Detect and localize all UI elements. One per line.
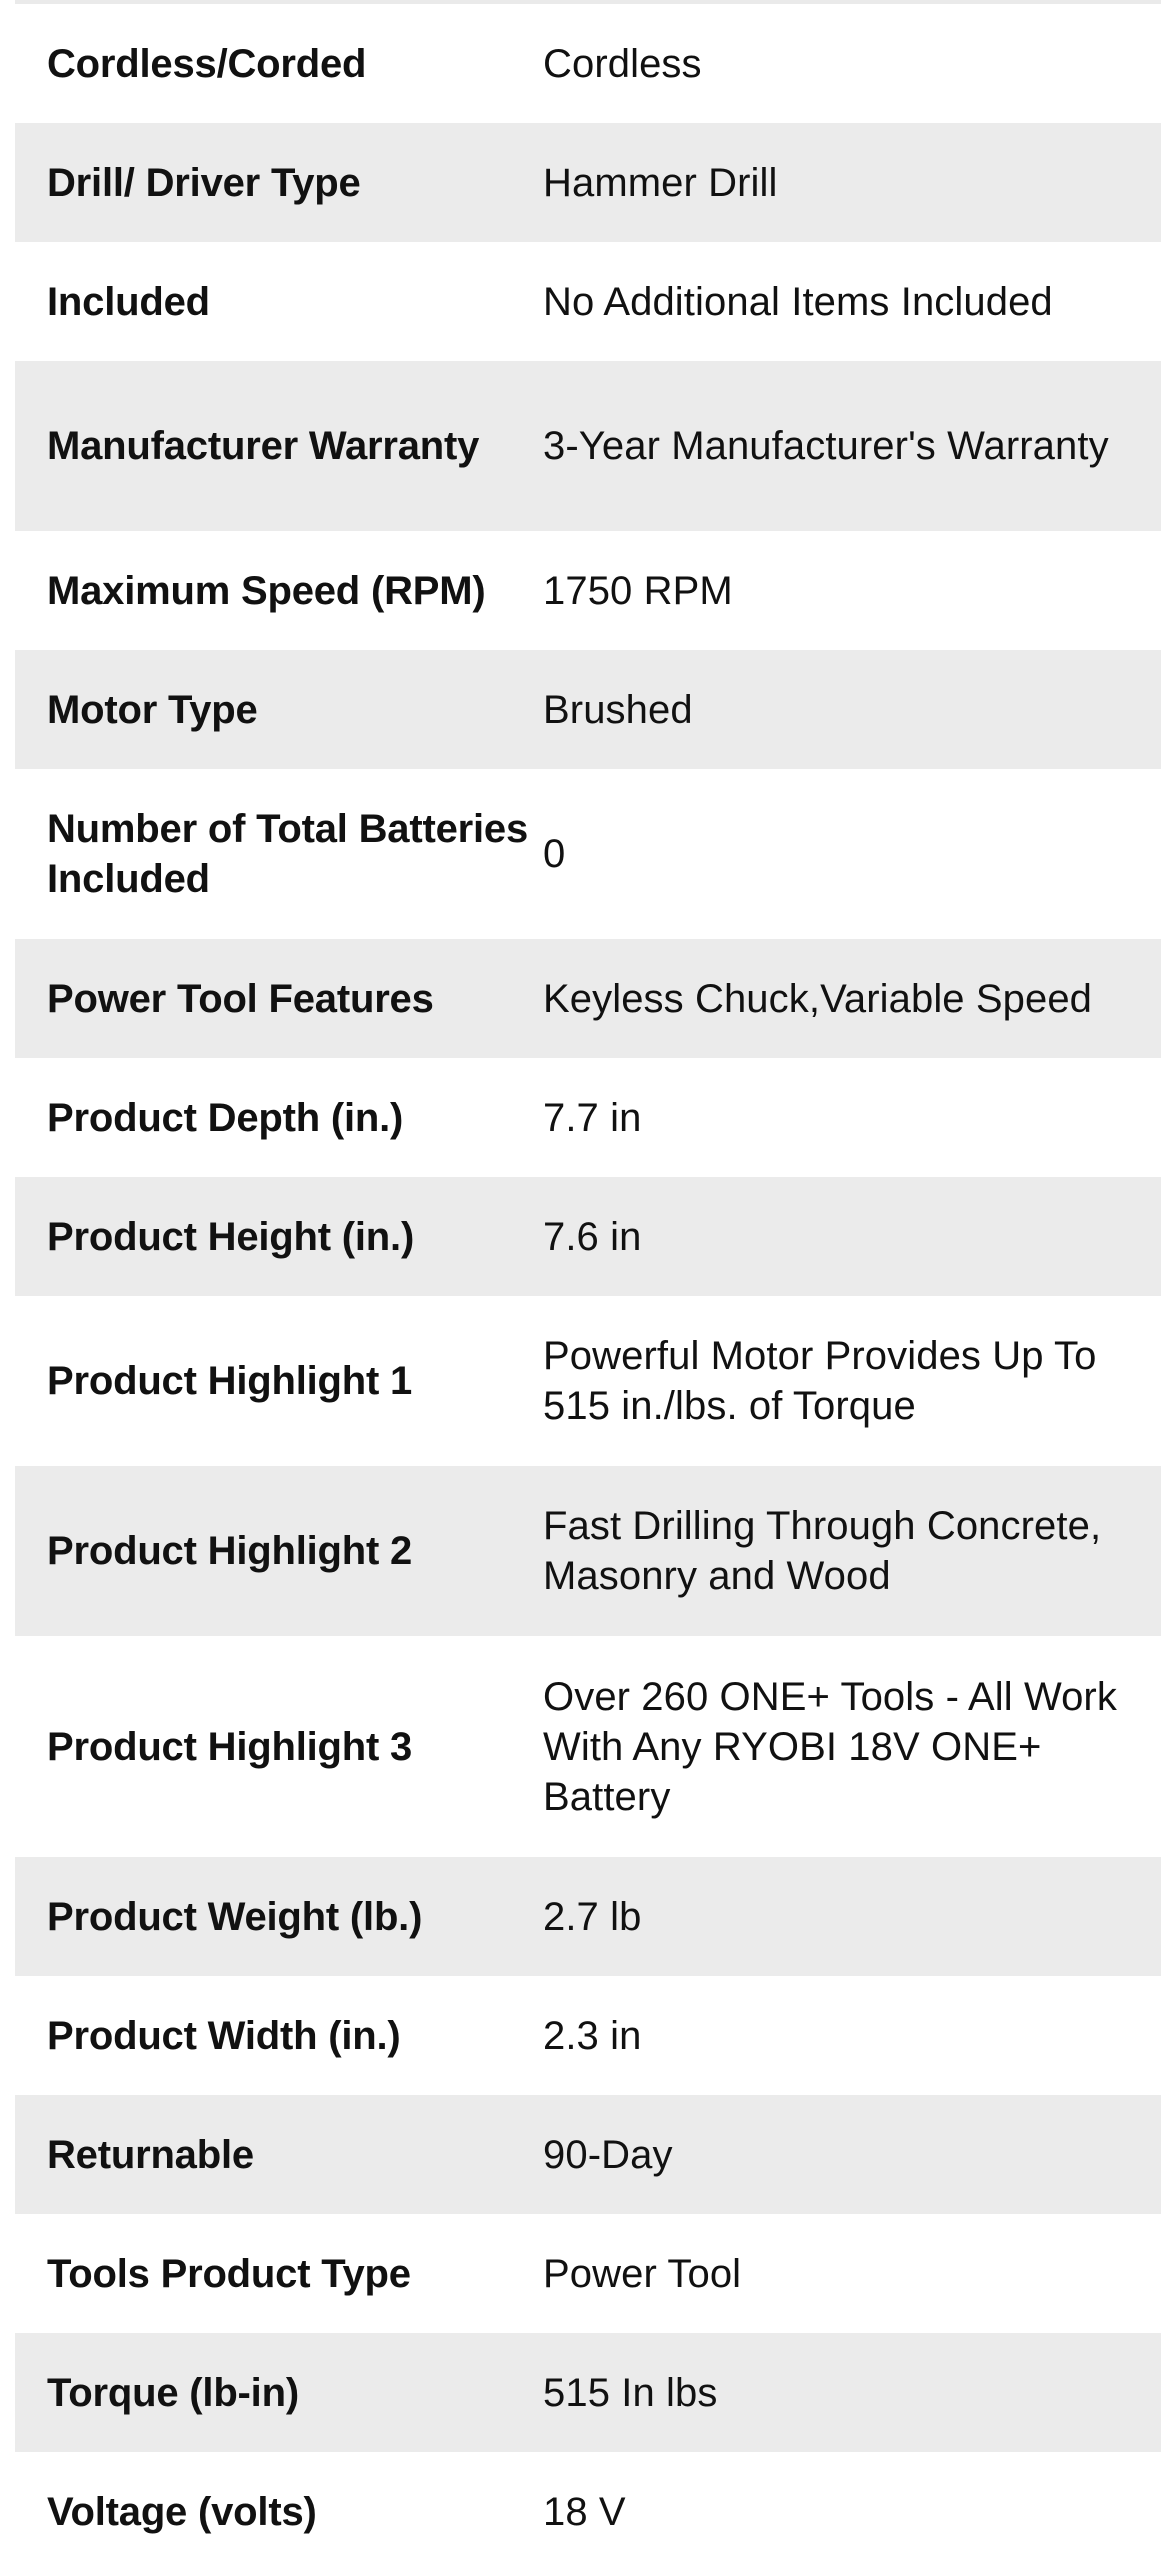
spec-row-product-highlight-3 [15, 1636, 1161, 1857]
spec-value: 1750 RPM [543, 568, 733, 613]
spec-label: Manufacturer Warranty [47, 424, 480, 468]
spec-value: 2.7 lb [543, 1894, 642, 1939]
spec-row-manufacturer-warranty [15, 361, 1161, 531]
spec-value: 18 V [543, 2489, 626, 2534]
spec-label: Product Highlight 2 [47, 1529, 413, 1573]
spec-value: Keyless Chuck,Variable Speed [543, 976, 1093, 1021]
spec-value: 0 [543, 832, 566, 876]
spec-row-tools-product-type [15, 2214, 1161, 2333]
spec-row-motor-type [15, 650, 1161, 769]
spec-value: 7.7 in [543, 1095, 642, 1140]
spec-label: Product Depth (in.) [47, 1095, 404, 1140]
spec-label: Voltage (volts) [47, 2489, 317, 2534]
spec-label: Maximum Speed (RPM) [47, 568, 486, 613]
spec-row-returnable [15, 2095, 1161, 2214]
spec-label: Drill/ Driver Type [47, 160, 361, 205]
spec-label: Torque (lb-in) [47, 2370, 299, 2415]
spec-value: Brushed [543, 687, 693, 732]
spec-value: 3-Year Manufacturer's Warranty [543, 424, 1109, 468]
spec-label: Product Width (in.) [47, 2013, 401, 2058]
spec-value: Hammer Drill [543, 160, 778, 205]
spec-row-included [15, 242, 1161, 361]
spec-value: Powerful Motor Provides Up To 515 in./lbs. of Torque [543, 1334, 1097, 1428]
specifications-table [15, 4, 1161, 2571]
spec-value: Over 260 ONE+ Tools - All Work With Any RYOBI 18V ONE+ Battery [543, 1674, 1117, 1819]
spec-row-power-tool-features [15, 939, 1161, 1058]
spec-row-product-weight [15, 1857, 1161, 1976]
spec-row-product-depth [15, 1058, 1161, 1177]
spec-value: Power Tool [543, 2251, 742, 2296]
spec-value: 7.6 in [543, 1214, 642, 1259]
spec-row-cordless-corded [15, 4, 1161, 123]
spec-row-voltage [15, 2452, 1161, 2571]
spec-label: Power Tool Features [47, 976, 434, 1021]
spec-value: 2.3 in [543, 2013, 642, 2058]
spec-row-product-highlight-1 [15, 1296, 1161, 1466]
spec-label: Number of Total Batteries Included [47, 807, 528, 901]
spec-value: Cordless [543, 41, 702, 86]
spec-label: Cordless/Corded [47, 41, 367, 86]
spec-value: 90-Day [543, 2132, 673, 2177]
spec-label: Returnable [47, 2132, 254, 2177]
spec-row-product-highlight-2 [15, 1466, 1161, 1636]
spec-row-maximum-speed [15, 531, 1161, 650]
spec-label: Product Height (in.) [47, 1214, 415, 1259]
spec-value: 515 In lbs [543, 2370, 718, 2415]
spec-label: Tools Product Type [47, 2251, 411, 2296]
spec-label: Product Weight (lb.) [47, 1894, 423, 1939]
spec-row-total-batteries [15, 769, 1161, 939]
spec-row-product-width [15, 1976, 1161, 2095]
spec-label: Included [47, 279, 210, 324]
spec-row-torque [15, 2333, 1161, 2452]
spec-label: Product Highlight 3 [47, 1724, 413, 1769]
spec-value: No Additional Items Included [543, 279, 1053, 324]
spec-value: Fast Drilling Through Concrete, Masonry and Wood [543, 1504, 1102, 1598]
spec-label: Product Highlight 1 [47, 1359, 413, 1403]
spec-row-product-height [15, 1177, 1161, 1296]
spec-row-drill-driver-type [15, 123, 1161, 242]
spec-label: Motor Type [47, 687, 258, 732]
